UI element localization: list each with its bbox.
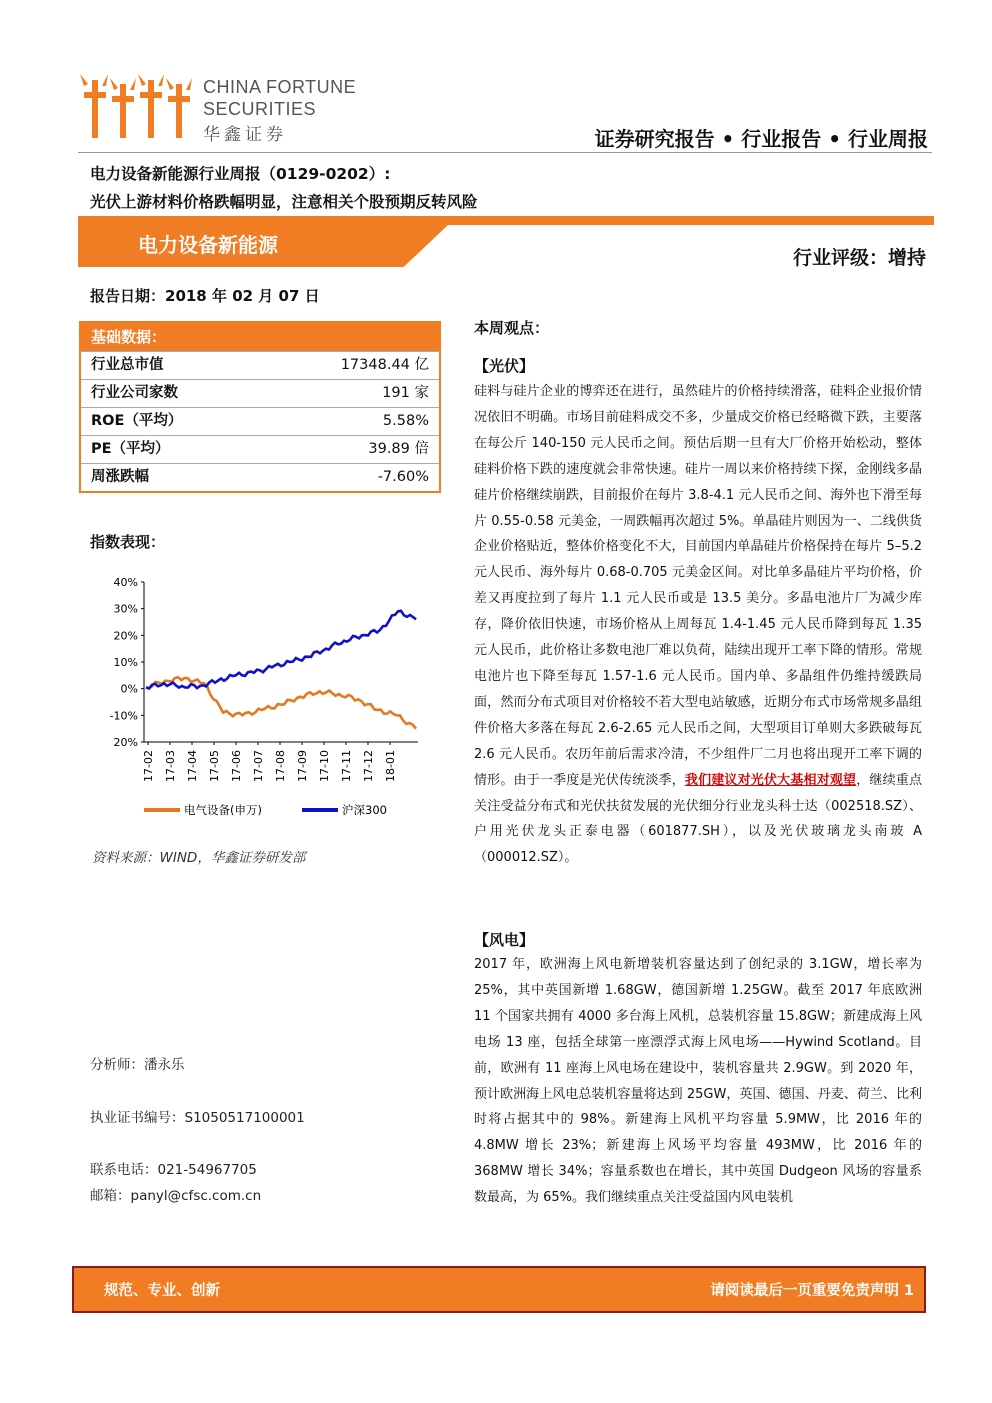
y-tick-label: 20%	[113, 629, 138, 643]
y-tick-label: 40%	[113, 576, 138, 589]
x-tick-label: 18-01	[384, 750, 397, 782]
banner-bar	[78, 216, 934, 225]
table-row	[81, 435, 439, 463]
row-key: ROE（平均）	[91, 413, 183, 429]
x-tick-label: 17-12	[362, 750, 375, 782]
contact-phone: 联系电话：021-54967705	[90, 1162, 257, 1178]
row-value: -7.60%	[377, 469, 429, 485]
x-tick-label: 17-06	[230, 750, 243, 782]
row-key: 行业总市值	[91, 357, 164, 373]
brand-name-cn: 华鑫证券	[203, 125, 287, 145]
y-tick-label: 0%	[120, 682, 138, 696]
row-key: 行业公司家数	[91, 385, 178, 401]
table-row	[81, 407, 439, 435]
footer-slogan: 规范、专业、创新	[104, 1283, 220, 1299]
y-tick-label: 10%	[113, 656, 138, 669]
legend-label: 沪深300	[342, 803, 387, 817]
header-divider	[78, 152, 932, 153]
table-row	[81, 463, 439, 491]
wind-section-title: 【风电】	[474, 931, 535, 949]
brand-name-en	[203, 76, 356, 120]
wind-paragraph: 2017 年，欧洲海上风电新增装机容量达到了创纪录的 3.1GW，增长率为 25%，其中英国新增 1.68GW，德国新增 1.25GW。截至 2017 年底欧洲 11 个国家共拥有 4000 多台海上风机，总装机容量 15.8GW；新建成海上风电场 13 座，包括全球第一座漂浮式海上风电场——Hywind Scotland。目前，欧洲有 11 座海上风电场在建设中，装机容量共 2.9GW。到 2020 年，预计欧洲海上风电总装机容量将达到 25GW，英国、德国、丹麦、荷兰、比利时将占据其中的 98%。新建海上风机平均容量 5.9MW，比 2016 年的 4.8MW 增长 23%；新建海上风场平均容量 493MW，比 2016 年的 368MW 增长 34%；容量系数也在增长，其中英国 Dudgeon 风场的容量系数最高，为 65%。我们继续重点关注受益国内风电装机	[474, 957, 922, 1206]
basic-data-header: 基础数据：	[81, 323, 439, 351]
contact-email: 邮箱：panyl@cfsc.com.cn	[90, 1188, 262, 1204]
x-tick-label: 17-05	[208, 750, 221, 782]
y-tick-label: -10%	[109, 709, 138, 723]
report-title-line2: 光伏上游材料价格跌幅明显，注意相关个股预期反转风险	[90, 193, 478, 211]
brand-line2: SECURITIES	[203, 99, 317, 119]
row-value: 17348.44 亿	[340, 357, 429, 373]
pv-section-title: 【光伏】	[474, 357, 535, 375]
legend-label: 电气设备(申万)	[184, 803, 262, 817]
industry-rating: 行业评级：增持	[792, 247, 926, 269]
license-number: 执业证书编号：S1050517100001	[90, 1110, 305, 1126]
x-tick-label: 17-09	[296, 750, 309, 782]
report-title-line1: 电力设备新能源行业周报（0129-0202）:	[90, 165, 391, 183]
index-performance-chart	[100, 572, 430, 832]
brand-line1: CHINA FORTUNE	[203, 77, 357, 97]
x-tick-label: 17-04	[186, 750, 199, 782]
x-tick-label: 17-10	[318, 750, 331, 782]
row-value: 191 家	[382, 385, 429, 401]
sector-name: 电力设备新能源	[138, 233, 278, 257]
weekly-view-title: 本周观点：	[474, 319, 550, 337]
pv-text-a: 硅料与硅片企业的博弈还在进行，虽然硅片的价格持续滑落，硅料企业报价情况依旧不明确。市场目前硅料成交不多，少量成交价格已经略微下跌，主要落在每公斤 140-150 元人民币之间。预估后期一旦有大厂价格开始松动，整体硅料价格下跌的速度就会非常快速。硅片一周以来价格持续下探，金刚线多晶硅片价格继续崩跌，目前报价在每片 3.8-4.1 元人民币之间、海外也下滑至每片 0.55-0.58 元美金，一周跌幅再次超过 5%。单晶硅片则因为一、二线供货企业价格贴近，整体价格变化不大，目前国内单晶硅片价格保持在每片 5–5.2 元人民币、海外每片 0.68-0.705 元美金区间。对比单多晶硅片平均价格，价差又再度拉到了每片 1.1 元人民币或是 13.5 美分。多晶电池片厂为减少库存，降价依旧快速，市场价格从上周每瓦 1.4-1.45 元人民币降到每瓦 1.35 元人民币，此价格让多数电池厂难以负荷，陆续出现开工率下降的情形。常规电池片也下降至每瓦 1.57-1.6 元人民币。国内单、多晶组件仍维持缓跌局面，然而分布式项目对价格较不若大型电站敏感，近期分布式市场常规多晶组件价格大多落在每瓦 2.6-2.65 元人民币之间，大型项目订单则大多跌破每瓦 2.6 元人民币。农历年前后需求冷清，不少组件厂二月也将出现开工率下调的情形。由于一季度是光伏传统淡季，	[474, 384, 922, 788]
footer-disclaimer: 请阅读最后一页重要免责声明 1	[710, 1283, 914, 1299]
index-performance-label: 指数表现：	[90, 533, 166, 551]
series-line	[146, 677, 416, 728]
pv-text-b: ，继续重点关注受益分布式和光伏扶贫发展的光伏细分行业龙头科士达（002518.SZ）、户用光伏龙头正泰电器（601877.SH），以及光伏玻璃龙头南玻 A（000012.SZ）。	[474, 772, 922, 866]
pv-paragraph	[474, 379, 922, 871]
x-tick-label: 17-07	[252, 750, 265, 782]
x-tick-label: 17-08	[274, 750, 287, 782]
row-value: 5.58%	[382, 413, 429, 429]
basic-data-table	[79, 321, 441, 493]
x-tick-label: 17-03	[164, 750, 177, 782]
row-key: 周涨跌幅	[91, 469, 149, 485]
row-value: 39.89 倍	[368, 441, 429, 457]
y-tick-label: 20%	[113, 736, 138, 749]
row-key: PE（平均）	[91, 441, 170, 457]
pv-highlight: 我们建议对光伏大基相对观望	[684, 772, 857, 788]
report-category: 证券研究报告 • 行业报告 • 行业周报	[594, 127, 928, 151]
y-tick-label: 30%	[113, 602, 138, 616]
analyst-name: 分析师：潘永乐	[90, 1057, 185, 1073]
x-tick-label: 17-02	[142, 750, 155, 782]
data-source: 资料来源：WIND，华鑫证券研发部	[92, 850, 306, 866]
table-row	[81, 351, 439, 379]
company-logo	[78, 70, 194, 142]
report-date: 报告日期：2018 年 02 月 07 日	[90, 287, 320, 305]
x-tick-label: 17-11	[340, 750, 353, 782]
table-row	[81, 379, 439, 407]
